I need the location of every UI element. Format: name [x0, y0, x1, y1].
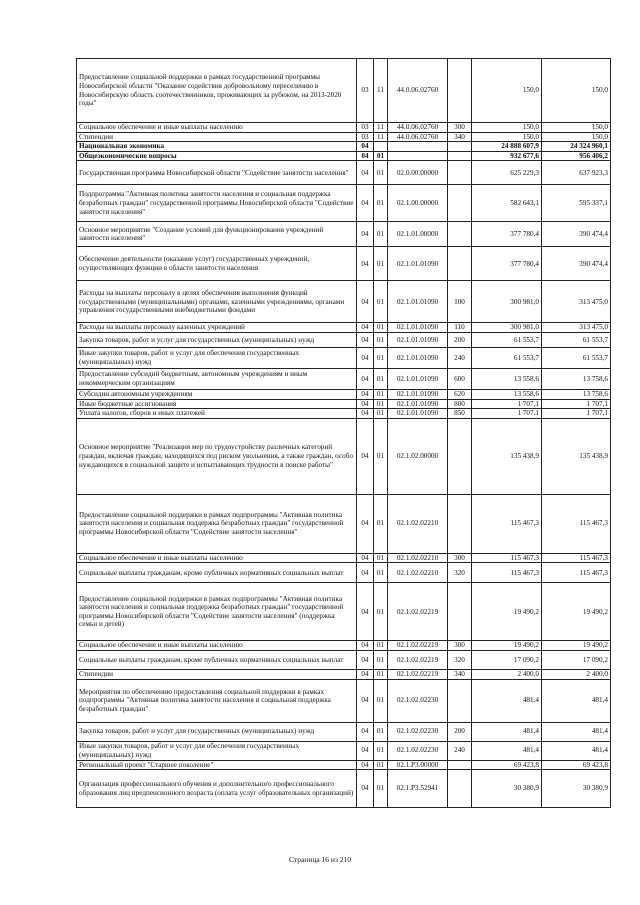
- table-row: [77, 741, 611, 760]
- cell-subsection: 01: [374, 650, 388, 669]
- cell-section: 04: [357, 679, 374, 722]
- cell-target-article: 02.1.01.01090: [388, 247, 448, 281]
- cell-amount-year1: 377 780,4: [472, 222, 542, 247]
- cell-expense-type: 320: [448, 563, 472, 583]
- cell-name: Предоставление социальной поддержки в рамках подпрограммы "Активная политика занятости населения и социальная поддержка безработных граждан" государственной программы Новосибирской области "Содействие занятости населения": [77, 494, 357, 553]
- cell-section: 04: [357, 760, 374, 770]
- cell-target-article: [388, 151, 448, 161]
- cell-amount-year1: 13 558,6: [472, 389, 542, 399]
- cell-target-article: 02.1.01.01090: [388, 389, 448, 399]
- cell-section: 04: [357, 281, 374, 323]
- cell-section: 04: [357, 770, 374, 808]
- cell-name: Стипендии: [77, 132, 357, 142]
- cell-subsection: 01: [374, 409, 388, 419]
- cell-target-article: 02.1.02.02230: [388, 679, 448, 722]
- cell-amount-year1: 300 981,0: [472, 323, 542, 333]
- cell-amount-year2: 390 474,4: [542, 222, 611, 247]
- table-row: [77, 142, 611, 152]
- table-row: [77, 222, 611, 247]
- cell-subsection: 01: [374, 323, 388, 333]
- cell-amount-year1: 30 380,9: [472, 770, 542, 808]
- cell-amount-year2: 595 337,1: [542, 185, 611, 222]
- cell-amount-year2: 19 490,2: [542, 583, 611, 641]
- cell-target-article: 02.1.01.01090: [388, 332, 448, 347]
- cell-name: Социальное обеспечение и иные выплаты населению: [77, 123, 357, 133]
- cell-name: Обеспечение деятельности (оказание услуг) государственных учреждений, осуществляющих функции в области занятости населения: [77, 247, 357, 281]
- cell-subsection: 01: [374, 760, 388, 770]
- cell-amount-year1: 481,4: [472, 679, 542, 722]
- table-row: [77, 641, 611, 651]
- cell-section: 04: [357, 347, 374, 368]
- cell-amount-year2: 13 758,6: [542, 389, 611, 399]
- cell-name: Мероприятия по обеспечению предоставления социальной поддержки в рамках подпрограммы "Активная политика занятости населения и социальная поддержка безработных граждан": [77, 679, 357, 722]
- cell-amount-year1: 115 467,3: [472, 563, 542, 583]
- cell-subsection: 01: [374, 399, 388, 409]
- cell-amount-year1: 377 780,4: [472, 247, 542, 281]
- cell-amount-year2: 13 758,6: [542, 368, 611, 389]
- cell-amount-year2: 61 553,7: [542, 347, 611, 368]
- cell-amount-year1: 481,4: [472, 722, 542, 741]
- table-row: [77, 418, 611, 494]
- cell-expense-type: 340: [448, 669, 472, 679]
- cell-subsection: 01: [374, 347, 388, 368]
- cell-target-article: 02.1.02.02210: [388, 563, 448, 583]
- cell-section: 04: [357, 741, 374, 760]
- cell-target-article: 02.1.02.02219: [388, 583, 448, 641]
- cell-expense-type: 300: [448, 641, 472, 651]
- cell-subsection: 01: [374, 281, 388, 323]
- table-row: [77, 650, 611, 669]
- cell-amount-year2: 19 490,2: [542, 641, 611, 651]
- cell-amount-year2: 150,0: [542, 123, 611, 133]
- cell-target-article: 02.1.02.02210: [388, 553, 448, 563]
- cell-target-article: 02.1.02.02210: [388, 494, 448, 553]
- cell-amount-year2: 69 423,8: [542, 760, 611, 770]
- cell-subsection: 01: [374, 222, 388, 247]
- cell-subsection: 01: [374, 669, 388, 679]
- cell-expense-type: 240: [448, 347, 472, 368]
- table-row: [77, 161, 611, 185]
- cell-target-article: 02.1.01.01090: [388, 368, 448, 389]
- cell-name: Расходы на выплаты персоналу казенных учреждений: [77, 323, 357, 333]
- cell-subsection: 01: [374, 679, 388, 722]
- cell-section: 04: [357, 222, 374, 247]
- cell-expense-type: [448, 679, 472, 722]
- table-row: [77, 281, 611, 323]
- cell-name: Основное мероприятие "Создание условий для функционирования учреждений занятости населения": [77, 222, 357, 247]
- cell-amount-year2: 150,0: [542, 59, 611, 123]
- cell-name: Закупка товаров, работ и услуг для государственных (муниципальных) нужд: [77, 332, 357, 347]
- cell-name: Субсидии автономным учреждениям: [77, 389, 357, 399]
- cell-amount-year1: 61 553,7: [472, 332, 542, 347]
- cell-amount-year1: 13 558,6: [472, 368, 542, 389]
- cell-subsection: 01: [374, 563, 388, 583]
- cell-target-article: 02.1.P3.52941: [388, 770, 448, 808]
- cell-section: 03: [357, 123, 374, 133]
- table-row: [77, 679, 611, 722]
- cell-section: 04: [357, 151, 374, 161]
- table-row: [77, 399, 611, 409]
- cell-expense-type: 320: [448, 650, 472, 669]
- cell-section: 04: [357, 641, 374, 651]
- cell-amount-year1: 135 438,9: [472, 418, 542, 494]
- table-row: [77, 132, 611, 142]
- table-row: [77, 247, 611, 281]
- cell-section: 04: [357, 161, 374, 185]
- cell-amount-year1: 24 888 607,9: [472, 142, 542, 152]
- cell-amount-year2: 150,0: [542, 132, 611, 142]
- cell-subsection: 01: [374, 553, 388, 563]
- cell-target-article: 02.1.01.00000: [388, 222, 448, 247]
- cell-amount-year1: 115 467,3: [472, 494, 542, 553]
- cell-target-article: 02.1.01.01090: [388, 347, 448, 368]
- cell-amount-year1: 625 229,3: [472, 161, 542, 185]
- cell-amount-year1: 932 677,6: [472, 151, 542, 161]
- cell-subsection: 11: [374, 59, 388, 123]
- cell-name: Региональный проект "Старшее поколение": [77, 760, 357, 770]
- cell-target-article: 44.0.06.02760: [388, 59, 448, 123]
- cell-amount-year2: 61 553,7: [542, 332, 611, 347]
- cell-amount-year2: 115 467,3: [542, 494, 611, 553]
- cell-expense-type: [448, 185, 472, 222]
- table-row: [77, 368, 611, 389]
- cell-expense-type: [448, 418, 472, 494]
- cell-section: 04: [357, 142, 374, 152]
- cell-section: 04: [357, 722, 374, 741]
- cell-expense-type: [448, 151, 472, 161]
- cell-expense-type: [448, 760, 472, 770]
- cell-name: Расходы на выплаты персоналу в целях обеспечения выполнения функций государственными (муниципальными) органами, казенными учреждениями, органами управления государственными внебюджетными фондами: [77, 281, 357, 323]
- table-row: [77, 347, 611, 368]
- cell-section: 04: [357, 563, 374, 583]
- cell-expense-type: 200: [448, 332, 472, 347]
- cell-name: Иные бюджетные ассигнования: [77, 399, 357, 409]
- table-row: [77, 494, 611, 553]
- cell-name: Социальные выплаты гражданам, кроме публичных нормативных социальных выплат: [77, 563, 357, 583]
- cell-section: 04: [357, 583, 374, 641]
- cell-expense-type: 240: [448, 741, 472, 760]
- cell-target-article: 02.0.00.00000: [388, 161, 448, 185]
- cell-expense-type: [448, 142, 472, 152]
- cell-section: 04: [357, 332, 374, 347]
- cell-name: Предоставление субсидий бюджетным, автономным учреждениям и иным некоммерческим организациям: [77, 368, 357, 389]
- table-row: [77, 332, 611, 347]
- cell-name: Социальное обеспечение и иные выплаты населению: [77, 641, 357, 651]
- cell-amount-year2: 313 475,0: [542, 323, 611, 333]
- cell-expense-type: 300: [448, 553, 472, 563]
- cell-target-article: 02.1.02.02219: [388, 669, 448, 679]
- cell-expense-type: [448, 161, 472, 185]
- cell-target-article: 02.1.02.00000: [388, 418, 448, 494]
- cell-expense-type: 850: [448, 409, 472, 419]
- cell-name: Социальное обеспечение и иные выплаты населению: [77, 553, 357, 563]
- cell-amount-year1: 19 490,2: [472, 583, 542, 641]
- cell-amount-year1: 19 490,2: [472, 641, 542, 651]
- cell-subsection: 01: [374, 247, 388, 281]
- cell-amount-year2: 956 406,2: [542, 151, 611, 161]
- cell-amount-year2: 313 475,0: [542, 281, 611, 323]
- cell-expense-type: 100: [448, 281, 472, 323]
- cell-amount-year1: 2 400,0: [472, 669, 542, 679]
- cell-amount-year1: 61 553,7: [472, 347, 542, 368]
- cell-target-article: 02.1.01.01090: [388, 281, 448, 323]
- cell-name: Иные закупки товаров, работ и услуг для обеспечения государственных (муниципальных) нужд: [77, 741, 357, 760]
- cell-name: Стипендии: [77, 669, 357, 679]
- cell-expense-type: 200: [448, 722, 472, 741]
- cell-amount-year1: 150,0: [472, 59, 542, 123]
- cell-section: 04: [357, 399, 374, 409]
- cell-expense-type: 620: [448, 389, 472, 399]
- cell-name: Предоставление социальной поддержки в рамках государственной программы Новосибирской области "Оказание содействия добровольному переселению в Новосибирскую область соотечественников, проживающих за рубежом, на 2013-2020 годы": [77, 59, 357, 123]
- cell-expense-type: 110: [448, 323, 472, 333]
- cell-subsection: 01: [374, 332, 388, 347]
- cell-subsection: 01: [374, 418, 388, 494]
- cell-name: Социальные выплаты гражданам, кроме публичных нормативных социальных выплат: [77, 650, 357, 669]
- table-row: [77, 323, 611, 333]
- cell-section: 04: [357, 669, 374, 679]
- cell-target-article: 02.1.00.00000: [388, 185, 448, 222]
- cell-amount-year2: 390 474,4: [542, 247, 611, 281]
- cell-expense-type: [448, 59, 472, 123]
- cell-expense-type: [448, 247, 472, 281]
- table-row: [77, 151, 611, 161]
- cell-amount-year1: 17 090,2: [472, 650, 542, 669]
- cell-section: 04: [357, 389, 374, 399]
- cell-subsection: 01: [374, 583, 388, 641]
- cell-subsection: 01: [374, 389, 388, 399]
- cell-target-article: 02.1.01.01090: [388, 409, 448, 419]
- cell-amount-year1: 582 643,1: [472, 185, 542, 222]
- table-row: [77, 563, 611, 583]
- cell-target-article: 44.0.06.02760: [388, 123, 448, 133]
- cell-amount-year2: 24 324 960,1: [542, 142, 611, 152]
- cell-section: 04: [357, 553, 374, 563]
- cell-name: Предоставление социальной поддержки в рамках подпрограммы "Активная политика занятости населения и социальная поддержка безработных граждан" государственной программы Новосибирской области "Содействие занятости населения" (поддержка семьи и детей): [77, 583, 357, 641]
- cell-name: Организация профессионального обучения и дополнительного профессионального образования лиц предпенсионного возраста (оплата услуг образовательных организаций): [77, 770, 357, 808]
- cell-section: 04: [357, 368, 374, 389]
- cell-amount-year2: 481,4: [542, 722, 611, 741]
- cell-target-article: [388, 142, 448, 152]
- cell-target-article: 02.1.02.02219: [388, 641, 448, 651]
- cell-subsection: 11: [374, 123, 388, 133]
- cell-amount-year2: 481,4: [542, 741, 611, 760]
- table-row: [77, 185, 611, 222]
- budget-table: [76, 58, 611, 808]
- table-row: [77, 409, 611, 419]
- cell-section: 04: [357, 494, 374, 553]
- cell-amount-year1: 481,4: [472, 741, 542, 760]
- cell-expense-type: [448, 222, 472, 247]
- cell-subsection: 01: [374, 161, 388, 185]
- cell-amount-year1: 69 423,8: [472, 760, 542, 770]
- table-row: [77, 770, 611, 808]
- cell-amount-year2: 30 380,9: [542, 770, 611, 808]
- cell-target-article: 02.1.02.02219: [388, 650, 448, 669]
- cell-subsection: 01: [374, 641, 388, 651]
- cell-amount-year1: 1 707,1: [472, 409, 542, 419]
- cell-name: Закупка товаров, работ и услуг для государственных (муниципальных) нужд: [77, 722, 357, 741]
- cell-subsection: 01: [374, 185, 388, 222]
- cell-subsection: 01: [374, 494, 388, 553]
- cell-amount-year1: 150,0: [472, 132, 542, 142]
- cell-expense-type: [448, 583, 472, 641]
- cell-amount-year1: 300 981,0: [472, 281, 542, 323]
- cell-subsection: [374, 142, 388, 152]
- cell-name: Национальная экономика: [77, 142, 357, 152]
- cell-target-article: 02.1.P3.00000: [388, 760, 448, 770]
- cell-subsection: 11: [374, 132, 388, 142]
- table-row: [77, 669, 611, 679]
- cell-section: 04: [357, 650, 374, 669]
- cell-name: Подпрограмма "Активная политика занятости населения и социальная поддержка безработных граждан" государственной программы Новосибирской области "Содействие занятости населения": [77, 185, 357, 222]
- cell-name: Государственная программа Новосибирской области "Содействие занятости населения": [77, 161, 357, 185]
- table-row: [77, 760, 611, 770]
- cell-amount-year1: 1 707,1: [472, 399, 542, 409]
- table-row: [77, 722, 611, 741]
- page-footer: Страница 16 из 210: [288, 855, 352, 864]
- cell-amount-year2: 135 438,9: [542, 418, 611, 494]
- cell-section: 04: [357, 409, 374, 419]
- cell-expense-type: 340: [448, 132, 472, 142]
- cell-amount-year2: 481,4: [542, 679, 611, 722]
- cell-target-article: 02.1.01.01090: [388, 323, 448, 333]
- cell-amount-year2: 115 467,3: [542, 553, 611, 563]
- cell-name: Общеэкономические вопросы: [77, 151, 357, 161]
- cell-target-article: 02.1.02.02230: [388, 741, 448, 760]
- cell-amount-year2: 637 923,3: [542, 161, 611, 185]
- cell-expense-type: 800: [448, 399, 472, 409]
- cell-expense-type: 600: [448, 368, 472, 389]
- cell-expense-type: [448, 494, 472, 553]
- cell-section: 03: [357, 59, 374, 123]
- cell-section: 04: [357, 247, 374, 281]
- cell-subsection: 01: [374, 722, 388, 741]
- cell-amount-year2: 17 090,2: [542, 650, 611, 669]
- cell-target-article: 02.1.02.02230: [388, 722, 448, 741]
- cell-subsection: 01: [374, 770, 388, 808]
- table-row: [77, 389, 611, 399]
- cell-name: Основное мероприятие "Реализация мер по трудоустройству различных категорий граждан, включая граждан, находящихся под риском увольнения, а также граждан, особо нуждающихся в социальной защите и испытывающих трудности в поиске работы": [77, 418, 357, 494]
- cell-amount-year1: 115 467,3: [472, 553, 542, 563]
- cell-amount-year2: 2 400,0: [542, 669, 611, 679]
- cell-name: Иные закупки товаров, работ и услуг для обеспечения государственных (муниципальных) нужд: [77, 347, 357, 368]
- cell-section: 03: [357, 132, 374, 142]
- cell-amount-year2: 1 707,1: [542, 409, 611, 419]
- cell-target-article: 02.1.01.01090: [388, 399, 448, 409]
- table-row: [77, 59, 611, 123]
- cell-subsection: 01: [374, 368, 388, 389]
- cell-target-article: 44.0.06.02760: [388, 132, 448, 142]
- cell-section: 04: [357, 418, 374, 494]
- cell-amount-year2: 115 467,3: [542, 563, 611, 583]
- cell-subsection: 01: [374, 151, 388, 161]
- cell-expense-type: [448, 770, 472, 808]
- cell-amount-year1: 150,0: [472, 123, 542, 133]
- cell-amount-year2: 1 707,1: [542, 399, 611, 409]
- cell-subsection: 01: [374, 741, 388, 760]
- table-row: [77, 123, 611, 133]
- cell-section: 04: [357, 323, 374, 333]
- table-row: [77, 553, 611, 563]
- cell-section: 04: [357, 185, 374, 222]
- cell-expense-type: 300: [448, 123, 472, 133]
- cell-name: Уплата налогов, сборов и иных платежей: [77, 409, 357, 419]
- table-row: [77, 583, 611, 641]
